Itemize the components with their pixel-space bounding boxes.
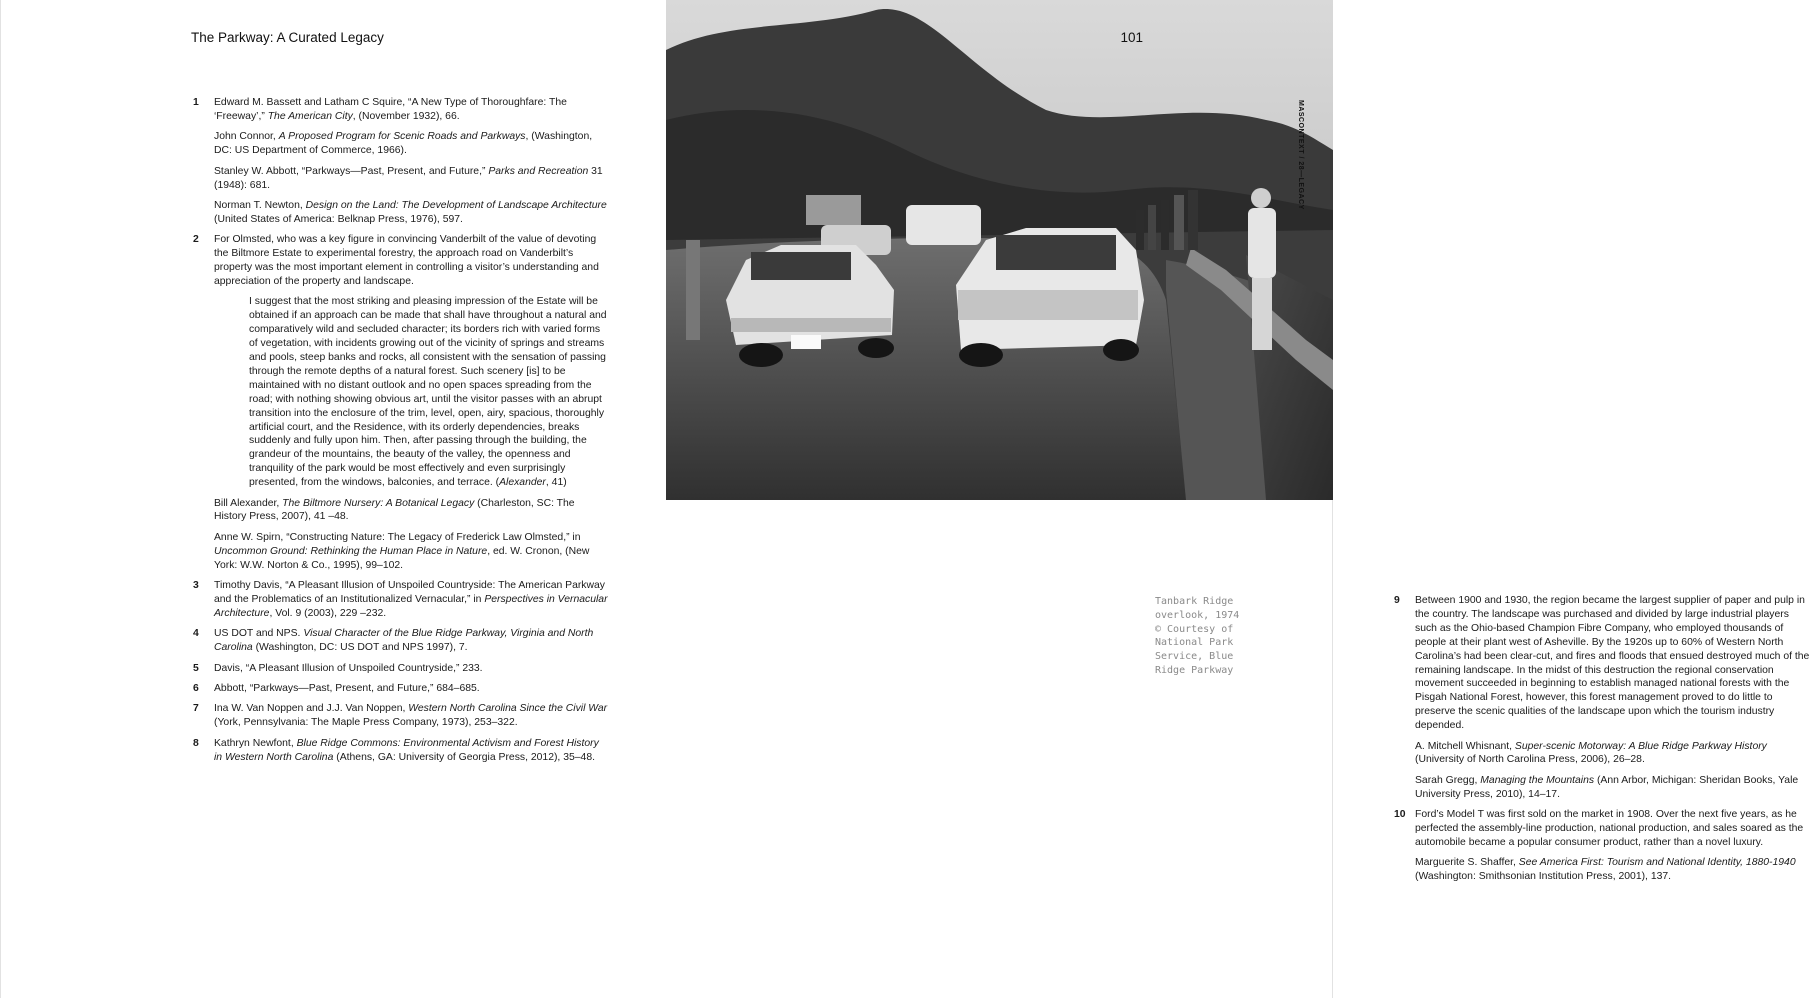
endnote-number: 9 [1394, 595, 1400, 606]
text-run: Edward M. Bassett and Latham C Squire, “A New Type of Thoroughfare: The ‘Freeway’,” [214, 97, 567, 122]
endnote-number: 2 [193, 234, 199, 246]
citation [214, 165, 609, 193]
endnote [193, 96, 609, 227]
text-run: Kathryn Newfont, [214, 737, 297, 749]
citation [214, 531, 609, 573]
citation [1415, 856, 1810, 884]
endnote-text [1415, 594, 1810, 733]
text-run: Sarah Gregg, [1415, 774, 1481, 786]
text-run: Norman T. Newton, [214, 199, 306, 211]
italic-title: The Biltmore Nursery: A Botanical Legacy [282, 497, 475, 509]
white-van [906, 205, 981, 245]
page-number: 101 [1120, 30, 1143, 45]
text-run: 31 (1948): 681. [214, 165, 603, 191]
endnote-text [214, 627, 609, 655]
italic-title: Blue Ridge Commons: Environmental Activism and Forest History in Western North Carolina [214, 737, 599, 763]
text-run: (United States of America: Belknap Press, 1976), 597. [214, 213, 463, 225]
endnote-number: 8 [193, 737, 199, 749]
endnotes-right [1394, 594, 1810, 891]
text-run: Marguerite S. Shaffer, [1415, 857, 1519, 869]
endnote-text [214, 96, 609, 124]
endnotes-left [193, 96, 609, 771]
text-run: Abbott, “Parkways—Past, Present, and Future,” 684–685. [214, 683, 480, 695]
camper-truck [806, 195, 861, 225]
photo-caption [1155, 595, 1265, 678]
overlook-photograph [666, 0, 1333, 500]
endnote-text [214, 233, 609, 289]
italic-title: Uncommon Ground: Rethinking the Human Place in Nature [214, 545, 488, 557]
italic-title: Super-scenic Motorway: A Blue Ridge Parkway History [1514, 740, 1767, 752]
photo-illustration [666, 0, 1333, 500]
post [686, 240, 700, 340]
text-run: Timothy Davis, “A Pleasant Illusion of Unspoiled Countryside: The American Parkway and the Problematics of an Institutionalized Vernacular,” in [214, 580, 605, 605]
italic-title: Parks and Recreation [488, 165, 589, 177]
italic-title: Managing the Mountains [1480, 774, 1595, 786]
endnote-text [1415, 808, 1810, 850]
citation [214, 130, 609, 158]
text-run: , (Washington, DC: US Department of Commerce, 1966). [214, 131, 593, 157]
endnote-text [214, 702, 609, 730]
text-run: A. Mitchell Whisnant, [1415, 740, 1515, 752]
citation [214, 199, 609, 227]
text-run: Stanley W. Abbott, “Parkways—Past, Present, and Future,” [214, 165, 489, 177]
italic-title: See America First: Tourism and National Identity, 1880-1940 [1518, 857, 1796, 869]
italic-title: Design on the Land: The Development of Landscape Architecture [305, 199, 607, 211]
endnote-text [214, 662, 609, 676]
woman-standing [1248, 188, 1276, 350]
endnote [193, 702, 609, 730]
text-run: (York, Pennsylvania: The Maple Press Company, 1973), 253–322. [214, 717, 518, 729]
endnote-text [214, 579, 609, 621]
endnote-number: 4 [193, 628, 199, 640]
text-run: Anne W. Spirn, “Constructing Nature: The Legacy of Frederick Law Olmsted,” in [214, 531, 581, 543]
text-run: (Washington: Smithsonian Institution Press, 2001), 137. [1415, 871, 1672, 883]
endnote-number: 3 [193, 580, 199, 592]
endnote [193, 737, 609, 765]
endnote-number: 7 [193, 703, 199, 715]
text-run: , Vol. 9 (2003), 229 –232. [269, 607, 387, 619]
text-run: Davis, “A Pleasant Illusion of Unspoiled Countryside,” 233. [214, 662, 483, 674]
text-run: , ed. W. Cronon, (New York: W.W. Norton & Co., 1995), 99–102. [214, 545, 590, 571]
text-run: Ford’s Model T was first sold on the market in 1908. Over the next five years, as he perfected the assembly-line production, national production, and sales soared as the automobile became a popular consumer product, rather than a novel luxury. [1415, 809, 1804, 848]
endnote [1394, 808, 1810, 884]
italic-title: Visual Character of the Blue Ridge Parkway, Virginia and North Carolina [214, 628, 594, 654]
running-title: The Parkway: A Curated Legacy [191, 30, 384, 45]
endnote [193, 579, 609, 621]
caption-line: Service, Blue [1155, 651, 1234, 663]
citation [1415, 774, 1810, 802]
endnote-number: 1 [193, 97, 199, 108]
left-page [0, 0, 666, 998]
italic-title: Perspectives in Vernacular Architecture [214, 594, 608, 619]
endnote [193, 627, 609, 655]
endnote-number: 6 [193, 683, 199, 695]
text-run: Bill Alexander, [214, 497, 283, 509]
endnote-number: 5 [193, 662, 199, 674]
text-run: , 41) [545, 477, 567, 489]
endnote [193, 662, 609, 676]
text-run: (Charleston, SC: The History Press, 2007), 41 –48. [214, 497, 575, 523]
italic-title: The American City [267, 110, 353, 122]
caption-line: overlook, 1974 [1155, 609, 1240, 621]
side-credit [1294, 100, 1304, 300]
caption-line: Tanbark Ridge [1155, 596, 1234, 607]
caption-line: National Park [1155, 637, 1234, 649]
text-run: (University of North Carolina Press, 2006), 26–28. [1415, 754, 1645, 766]
italic-title: Western North Carolina Since the Civil War [408, 703, 608, 715]
caption-line: Ridge Parkway [1155, 664, 1234, 676]
text-run: I suggest that the most striking and pleasing impression of the Estate will be obtained if an approach can be made that shall have throughout a natural and comparatively wild and secluded character; its borders rich with varied forms of vegetation, with incidents growing out of the vicinity of springs and streams and pools, steep banks and rocks, all consistent with the sensation of passing through the remote depths of a natural forest. Such scenery [is] to be maintained with no distant outlook and no open spaces spreading from the road; with nothing showing obvious art, until the visitor passes with an abrupt transition into the enclosure of the trim, level, open, airy, spacious, thoroughly artificial court, and the Residence, with its orderly dependencies, breaks suddenly and fully upon him. Then, after passing through the building, the grandeur of the mountains, the beauty of the valley, the openness and tranquility of the park would be most effectively and even surprisingly presented, from the windows, balconies, and terrace. ( [249, 296, 607, 489]
endnote [193, 682, 609, 696]
citation [1415, 740, 1810, 768]
text-run: US DOT and NPS. [214, 628, 304, 640]
caption-line: © Courtesy of [1155, 623, 1234, 635]
right-sedan [956, 228, 1144, 367]
endnote [1394, 594, 1810, 802]
endnote-text [214, 737, 609, 765]
text-run: (Ann Arbor, Michigan: Sheridan Books, Yale University Press, 2010), 14–17. [1415, 774, 1799, 800]
italic-title: Alexander [499, 477, 546, 489]
block-quote [249, 295, 609, 490]
left-sedan [726, 245, 894, 367]
text-run: , (November 1932), 66. [352, 110, 460, 122]
text-run: Between 1900 and 1930, the region became the largest supplier of paper and pulp in the country. The landscape was purchased and divided by large industrial players such as the Ohio-based Champion Fibre Company, who employed thousands of people at their plant west of Asheville. By the 1920s up to 60% of Western North Carolina’s had been clear-cut, and fires and floods that ensued destroyed much of the remaining landscape. In the midst of this destruction the regional conservation movement succeeded in beginning to establish managed national forests with the Pisgah National Forest, however, this forest management proved to do little to preserve the scenic qualities of the landscape upon which the tourism industry depended. [1415, 595, 1810, 732]
citation [214, 497, 609, 525]
side-credit-text: MASCONTEXT / 28—LEGACY [1297, 100, 1304, 210]
text-run: John Connor, [214, 131, 279, 143]
text-run: (Athens, GA: University of Georgia Press, 2012), 35–48. [333, 751, 595, 763]
text-run: (Washington, DC: US DOT and NPS 1997), 7. [252, 642, 468, 654]
italic-title: A Proposed Program for Scenic Roads and Parkways [278, 131, 526, 143]
text-run: Ina W. Van Noppen and J.J. Van Noppen, [214, 703, 409, 715]
endnote [193, 233, 609, 572]
text-run: For Olmsted, who was a key figure in convincing Vanderbilt of the value of devoting the Biltmore Estate to experimental forestry, the approach road on Vanderbilt’s property was the most important element in controlling a visitor’s understanding and appreciation of the property and landscape. [214, 234, 599, 287]
endnote-number: 10 [1394, 809, 1406, 821]
endnote-text [214, 682, 609, 696]
